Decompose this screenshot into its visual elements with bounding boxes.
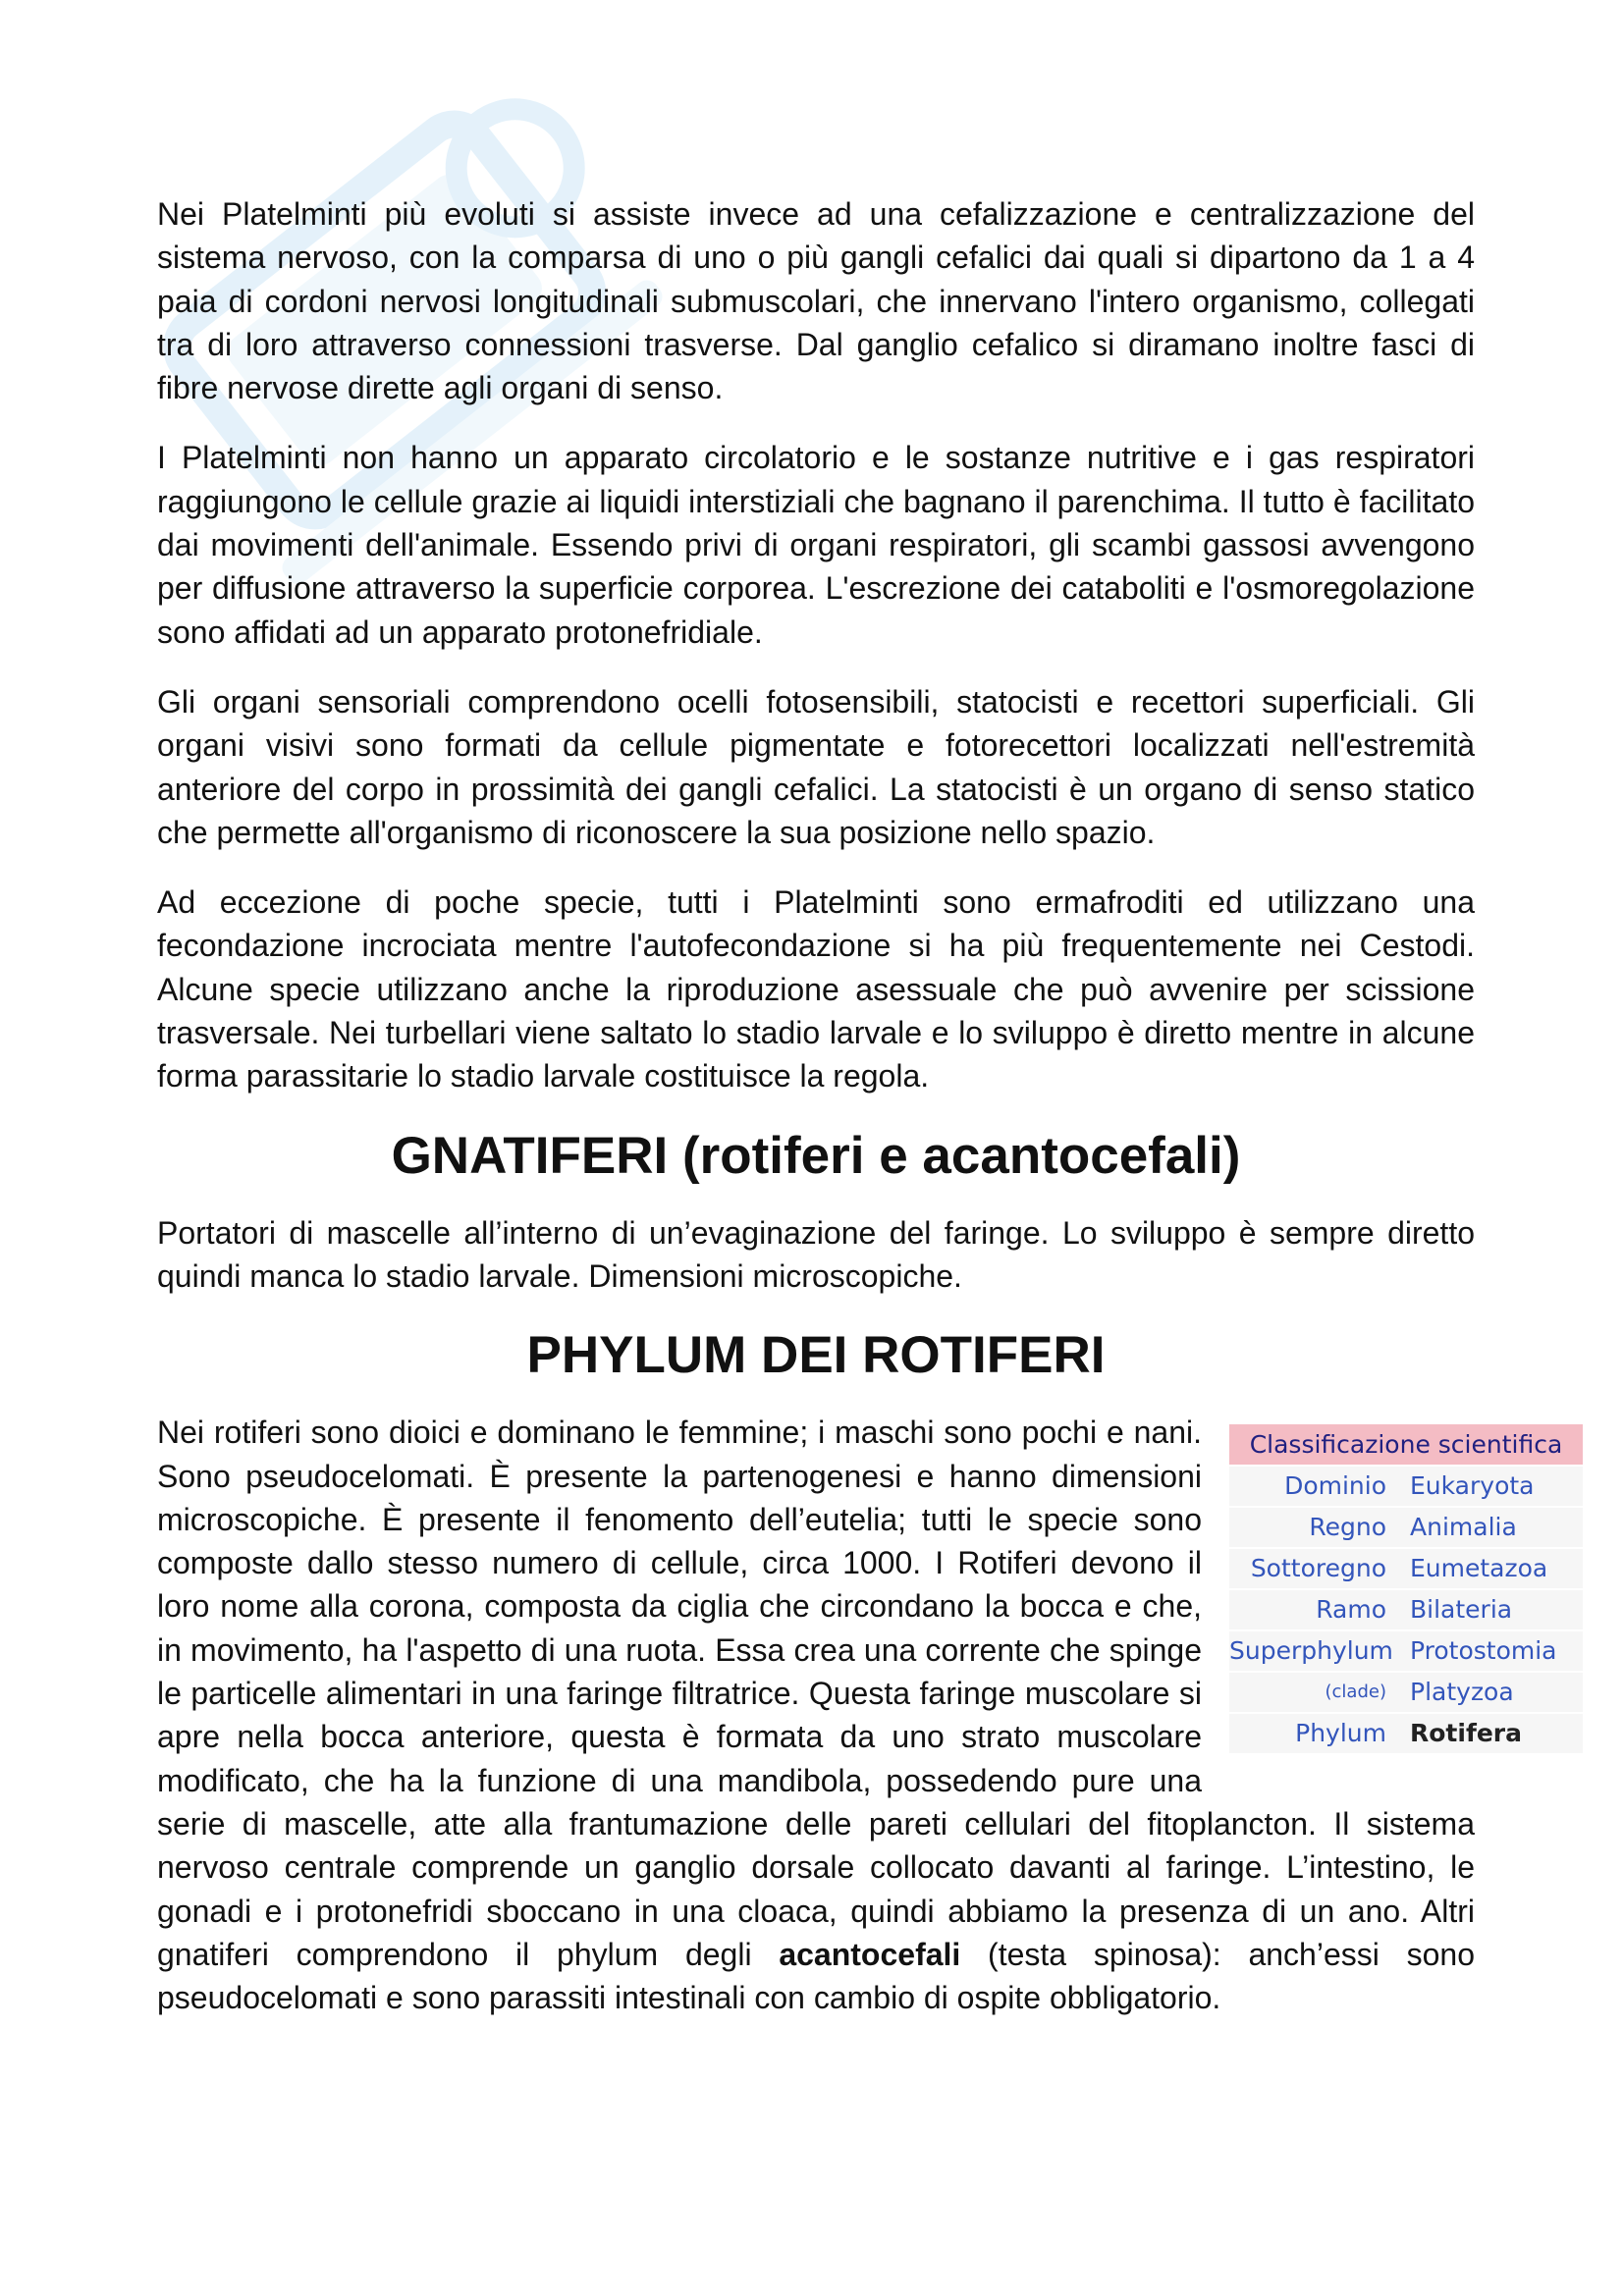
taxobox-rank[interactable]: Regno: [1309, 1513, 1386, 1542]
taxobox-rank[interactable]: Superphylum: [1229, 1636, 1393, 1666]
bold-term-acantocefali: acantocefali: [779, 1936, 961, 1972]
taxobox-rank[interactable]: Sottoregno: [1250, 1554, 1386, 1583]
paragraph-circulation: I Platelminti non hanno un apparato circolatorio e le sostanze nutritive e i gas respiratori raggiungono le cellule grazie ai liquidi interstiziali che bagnano il parenchima. Il tutto è facilitato dai movimenti dell'animale. Essendo privi di organi respiratori, gli scambi gassosi avvengono per diffusione attraverso la superficie corporea. L'escrezione dei cataboliti e l'osmoregolazione sono affidati ad un apparato protonefridiale.: [157, 440, 1475, 650]
paragraph-sensory-organs: Gli organi sensoriali comprendono ocelli fotosensibili, statocisti e recettori superficiali. Gli organi visivi sono formati da cellule pigmentate e fotorecettori localizzati nell'estremità anteriore del corpo in prossimità dei gangli cefalici. La statocisti è un organo di senso statico che permette all'organismo di riconoscere la sua posizione nello spazio.: [157, 683, 1475, 850]
paragraph-gnatiferi: Portatori di mascelle all’interno di un’evaginazione del faringe. Lo sviluppo è sempre diretto quindi manca lo stadio larvale. Dimensioni microscopiche.: [157, 1214, 1475, 1294]
heading-gnatiferi: GNATIFERI (rotiferi e acantocefali): [391, 1126, 1241, 1185]
taxobox-rank[interactable]: Ramo: [1316, 1595, 1386, 1625]
taxobox-taxon-current: Rotifera: [1410, 1719, 1522, 1748]
taxobox-classification: [1229, 1424, 1583, 1753]
taxobox-rank[interactable]: Phylum: [1295, 1719, 1386, 1748]
rotiferi-text-part1: Nei rotiferi sono dioici e dominano le femmine; i maschi sono pochi e nani. Sono pseudocelomati. È presente la partenogenesi e hanno dimensioni microscopiche. È presente il fenomento dell’eutelia; tutti le specie sono composte dallo stesso numero di cellule, circa 1000. I Rotiferi devono il loro nome alla corona, composta da ciglia che circondano la bocca e che, in movimento, ha l'aspetto di una ruota. Essa crea una corrente che spinge le particelle alimentari in una faringe filtratrice. Questa faringe muscolare si apre nella bocca anteriore, questa è formata da uno strato muscolare modificato, che ha la funzione di una mandibola, possedendo pure una serie di mascelle, atte alla frantumazione delle pareti cellulari del fitoplancton. Il sistema nervoso centrale comprende un ganglio dorsale collocato davanti al faringe. L’intestino, le gonadi e i protonefridi sboccano in una cloaca, quindi abbiamo la presenza di un ano. Altri gnatiferi comprendono il phylum degli: [157, 1415, 1475, 1972]
rotiferi-text-part2: (testa spinosa): anch’essi sono pseudocelomati e sono parassiti intestinali con cambio di ospite obbligatorio.: [157, 1936, 1476, 2016]
taxobox-header[interactable]: Classificazione scientifica: [1229, 1424, 1583, 1465]
taxobox-rank[interactable]: Dominio: [1284, 1471, 1386, 1501]
taxobox-row: [1229, 1671, 1583, 1712]
paragraph-reproduction: Ad eccezione di poche specie, tutti i Platelminti sono ermafroditi ed utilizzano una fecondazione incrociata mentre l'autofecondazione si ha più frequentemente nei Cestodi. Alcune specie utilizzano anche la riproduzione asessuale che può avvenire per scissione trasversale. Nei turbellari viene saltato lo stadio larvale e lo sviluppo è diretto mentre in alcune forma parassitarie lo stadio larvale costituisce la regola.: [157, 884, 1475, 1095]
document-page: [157, 192, 1563, 2046]
paragraph-nervous-system: Nei Platelminti più evoluti si assiste invece ad una cefalizzazione e centralizzazione del sistema nervoso, con la comparsa di uno o più gangli cefalici dai quali si dipartono da 1 a 4 paia di cordoni nervosi longitudinali submuscolari, che innervano l'intero organismo, collegati tra di loro attraverso connessioni trasverse. Dal ganglio cefalico si diramano inoltre fasci di fibre nervose dirette agli organi di senso.: [157, 196, 1475, 406]
taxobox-row: [1229, 1506, 1583, 1547]
heading-rotiferi: PHYLUM DEI ROTIFERI: [526, 1326, 1106, 1385]
taxobox-taxon[interactable]: Platyzoa: [1410, 1678, 1514, 1707]
taxobox-taxon[interactable]: Bilateria: [1410, 1595, 1513, 1625]
taxobox-taxon[interactable]: Eukaryota: [1410, 1471, 1535, 1501]
taxobox-row: [1229, 1588, 1583, 1629]
taxobox-rank[interactable]: (clade): [1325, 1682, 1386, 1703]
taxobox-row: [1229, 1712, 1583, 1753]
taxobox-taxon[interactable]: Animalia: [1410, 1513, 1517, 1542]
taxobox-taxon[interactable]: Eumetazoa: [1410, 1554, 1548, 1583]
taxobox-row: [1229, 1547, 1583, 1588]
taxobox-taxon[interactable]: Protostomia: [1410, 1636, 1557, 1666]
taxobox-row: [1229, 1465, 1583, 1506]
taxobox-row: [1229, 1629, 1583, 1671]
